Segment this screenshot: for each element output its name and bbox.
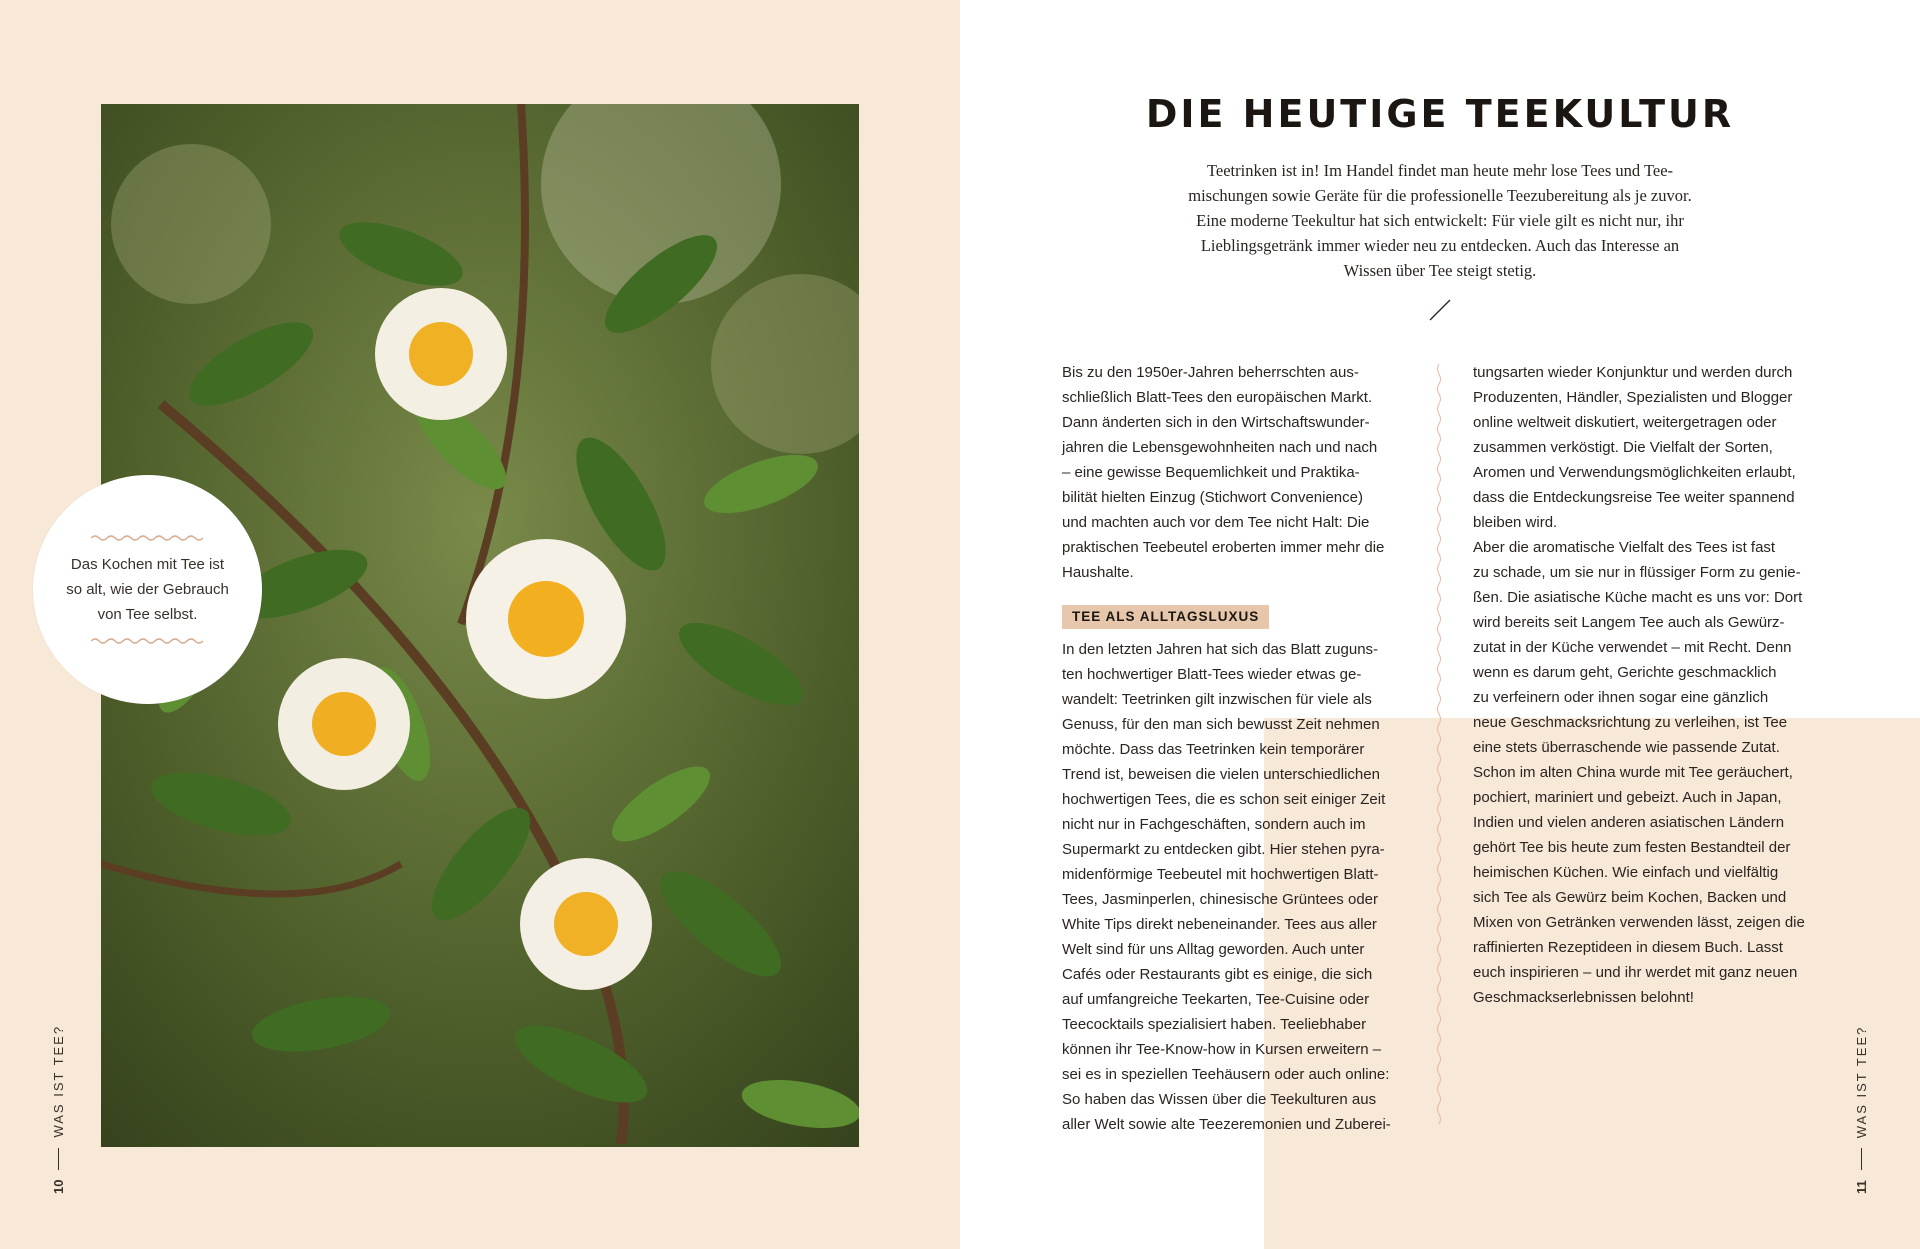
right-page-footer (1854, 1026, 1869, 1194)
text-column-1 (1062, 360, 1412, 1137)
column-divider-wave (1436, 364, 1442, 1129)
left-page-footer (51, 1025, 66, 1194)
body-paragraph-3: tungsarten wieder Konjunktur und werden durch Produzenten, Händler, Spezialisten und Blogger online weltweit diskutiert, weitergetragen oder zusammen verköstigt. Die Vielfalt der Sorten, Aromen und Verwendungsmöglichkeiten erlaubt, dass die Entdeckungsreise Tee weiter spannend bleiben wird. (1473, 364, 1796, 531)
body-paragraph-1: Bis zu den 1950er-Jahren beherrschten aus- schließlich Blatt-Tees den europäischen Markt. Dann änderten sich in den Wirtschaftswunder- jahren die Lebensgewohnheiten nach und nach – eine gewisse Bequemlichkeit und Praktika- bilität hielten Einzug (Stichwort Convenience) und machten auch vor dem Tee nicht Halt: Die praktischen Teebeutel eroberten immer mehr die Haushalte. (1062, 364, 1385, 581)
intro-paragraph: Teetrinken ist in! Im Handel findet man heute mehr lose Tees und Tee-mischungen sowie Geräte für die professionelle Teezubereitung als je zuvor. Eine moderne Teekultur hat sich entwickelt: Für viele gilt es nicht nur, ihr Lieblingsgetränk immer wieder neu zu entdecken. Auch das Interesse an Wissen über Tee steigt stetig. (1188, 161, 1692, 280)
footer-rule-left (58, 1148, 59, 1170)
section-label-right: WAS IST TEE? (1854, 1025, 1869, 1139)
pull-quote: Das Kochen mit Tee ist so alt, wie der Gebrauch von Tee selbst. (66, 556, 229, 623)
body-paragraph-2: In den letzten Jahren hat sich das Blatt zuguns- ten hochwertiger Blatt-Tees wieder etwas ge- wandelt: Teetrinken gilt inzwischen für viele als Genuss, für den man sich bewusst Zeit nehmen möchte. Dass das Teetrinken kein temporärer Trend ist, beweisen die vielen unterschiedlichen hochwertigen Tees, die es schon seit einiger Zeit nicht nur in Fachgeschäften, sondern auch im Supermarkt zu entdecken gibt. Hier stehen pyra- midenförmige Teebeutel mit hochwertigen Blatt- Tees, Jasminperlen, chinesische Grüntees oder White Tips direkt nebeneinander. Tees aus aller Welt sind für uns Alltag geworden. Auch unter Cafés oder Restaurants gibt es einige, die sich auf umfangreiche Teekarten, Tee-Cuisine oder Teecocktails spezialisiert haben. Teeliebhaber können ihr Tee-Know-how in Kursen erweitern – sei es in speziellen Teehäusern oder auch online: So haben das Wissen über die Teekulturen aus aller Welt sowie alte Teezeremonien und Zuberei- (1062, 641, 1391, 1133)
wave-ornament-top (91, 534, 205, 542)
section-label-left: WAS IST TEE? (51, 1024, 66, 1138)
page-number-right: 11 (1854, 1180, 1869, 1194)
body-paragraph-4: Aber die aromatische Vielfalt des Tees ist fast zu schade, um sie nur in flüssiger Form zu genie- ßen. Die asiatische Küche macht es uns vor: Dort wird bereits seit Langem Tee auch als Gewürz- zutat in der Küche verwendet – mit Recht. Denn wenn es darum geht, Gerichte geschmacklich zu verfeinern oder ihnen sogar eine gänzlich neue Geschmacksrichtung zu verleihen, ist Tee eine stets überraschende wie passende Zutat. Schon im alten China wurde mit Tee geräuchert, pochiert, mariniert und gebeizt. Auch in Japan, Indien und vielen anderen asiatischen Ländern gehört Tee bis heute zum festen Bestandteil der heimischen Küchen. Wie einfach und vielfältig sich Tee als Gewürz beim Kochen, Backen und Mixen von Getränken verwenden lässt, zeigen die raffinierten Rezeptideen in diesem Buch. Lasst euch inspirieren – und ihr werdet mit ganz neuen Geschmackserlebnissen belohnt! (1473, 539, 1805, 1006)
subheading-alltagsluxus: TEE ALS ALLTAGSLUXUS (1062, 605, 1269, 629)
quote-circle (33, 475, 262, 704)
slash-ornament (1428, 298, 1452, 322)
page-number-left: 10 (51, 1179, 66, 1194)
footer-rule-right (1861, 1148, 1862, 1170)
text-column-2 (1473, 360, 1823, 1010)
wave-ornament-bottom (91, 637, 205, 645)
page-title: DIE HEUTIGE TEEKULTUR (1145, 92, 1735, 136)
